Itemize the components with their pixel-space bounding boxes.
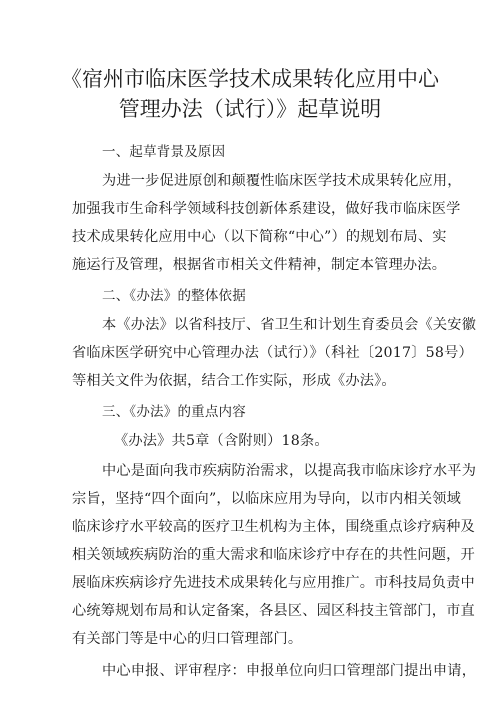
paragraph-a-line: 有关部门等是中心的归口管理部门。	[72, 631, 303, 647]
paragraph-a-line: 相关领域疾病防治的重大需求和临床诊疗中存在的共性问题，开	[72, 547, 475, 563]
paragraph-a-line: 宗旨，坚持“四个面向”，以临床应用为导向，以市内相关领域	[72, 491, 461, 507]
paragraph-a-line: 临床诊疗水平较高的医疗卫生机构为主体，围绕重点诊疗病种及	[72, 519, 475, 535]
section-3-heading: 三、《办法》的重点内容	[102, 404, 246, 420]
paragraph-a-line: 展临床疾病诊疗先进技术成果转化与应用推广。市科技局负责中	[72, 575, 475, 591]
paragraph-b-line: 中心申报、评审程序：申报单位向归口管理部门提出申请，	[102, 663, 477, 679]
paragraph-a-line: 心统筹规划布局和认定备案，各县区、园区科技主管部门，市直	[72, 603, 475, 619]
document-title-line-1: 《宿州市临床医学技术成果转化应用中心	[61, 67, 439, 91]
section-1-line: 为进一步促进原创和颠覆性临床医学技术成果转化应用，	[102, 173, 462, 189]
paragraph-a-line: 中心是面向我市疾病防治需求，以提高我市临床诊疗水平为	[102, 463, 477, 479]
section-1-line: 施运行及管理，根据省市相关文件精神，制定本管理办法。	[72, 257, 447, 273]
section-2-line: 本《办法》以省科技厅、省卫生和计划生育委员会《关安徽	[102, 317, 477, 333]
section-2-line: 省临床医学研究中心管理办法（试行）》（科社〔2017〕58号）	[72, 345, 473, 361]
section-2-line: 等相关文件为依据，结合工作实际，形成《办法》。	[72, 373, 396, 389]
section-1-heading: 一、起草背景及原因	[102, 144, 226, 160]
section-1-line: 加强我市生命科学领域科技创新体系建设，做好我市临床医学	[72, 201, 461, 217]
section-2-heading: 二、《办法》的整体依据	[102, 288, 246, 304]
section-1-line: 技术成果转化应用中心（以下简称“中心”）的规划布局、实	[72, 229, 447, 245]
document-title-line-2: 管理办法（试行）》起草说明	[118, 97, 382, 121]
section-3-summary: 《办法》共5章（含附则）18条。	[114, 433, 329, 449]
